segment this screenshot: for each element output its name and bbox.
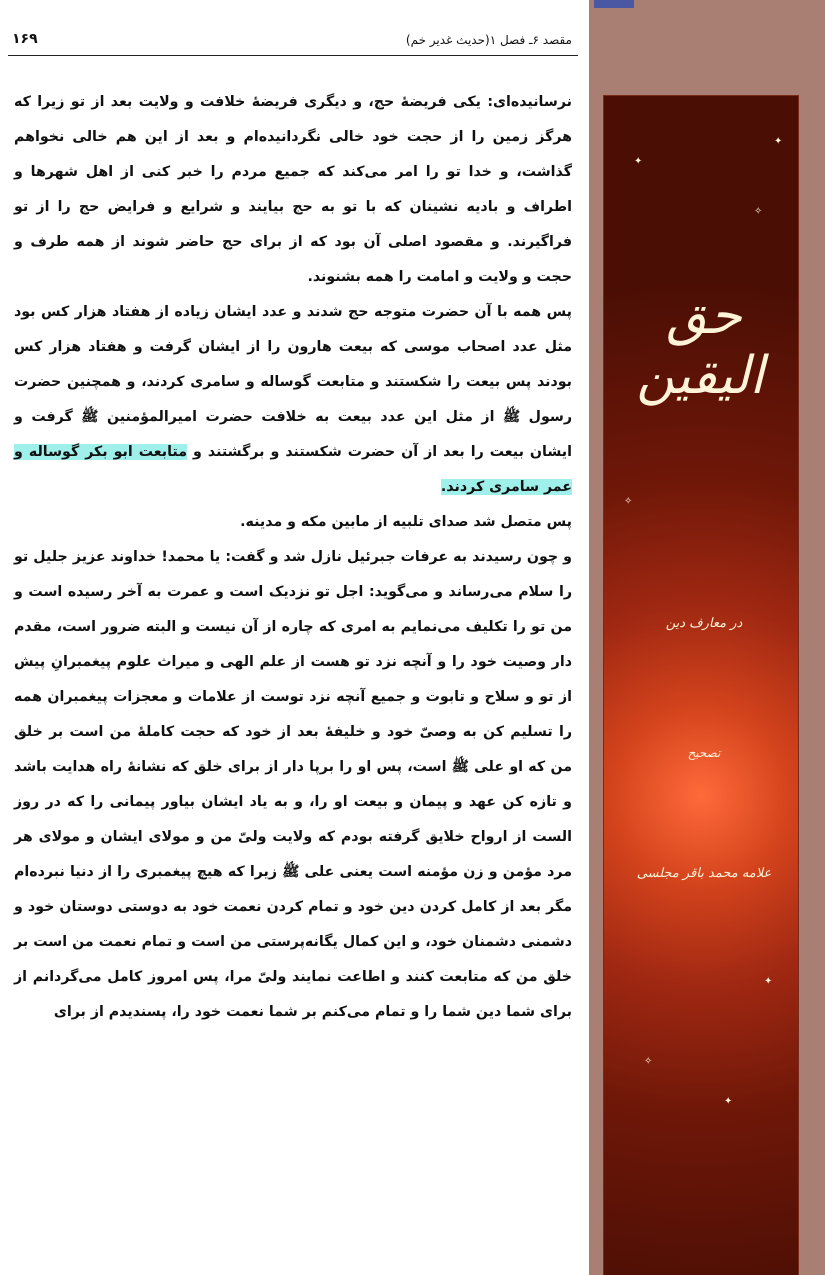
paragraph-3: پس متصل شد صدای تلبیه از مابین مکه و مدینه. (240, 514, 572, 530)
star-icon: ✦ (634, 156, 643, 167)
paragraph-2 (14, 295, 572, 505)
paragraph-1: نرسانیده‌ای: یکی فریضهٔ حج، و دیگری فریضهٔ خلافت و ولایت بعد از تو زیرا که هرگز زمین را از حجت خود خالی نگردانیده‌ام و بعد از این هم خالی نخواهم گذاشت، و خدا تو را امر می‌کند که جمیع مردم را خبر کنی از اهل شهرها و اطراف و بادیه نشینان که با تو به حج بیایند و شرایع و فرایض حج را از تو فراگیرند. و مقصود اصلی آن بود که از برای حج حاضر شوند از همه طرف و حجت و ولایت و امامت را همه بشنوند. (14, 94, 572, 285)
cover-title: حق الیقین (636, 286, 764, 406)
page-body (14, 85, 572, 1030)
paragraph-4: و چون رسیدند به عرفات جبرئیل نازل شد و گفت: یا محمد! خداوند عزیز جلیل تو را سلام می‌رساند و می‌گوید: اجل تو نزدیک است و عمرت به آخر رسیده است و من تو را تکلیف می‌نمایم به امری که چاره از آن نیست و البته ضرور است، مقدم دار وصیت خود را و آنچه نزد تو هست از علم الهی و میراث علوم پیغمبرانِ پیش از تو و سلاح و تابوت و جمیع آنچه نزد توست از علامات و معجزات پیغمبران همه را تسلیم کن به وصیّ خود و خلیفهٔ بعد از خود که حجت کاملهٔ من است بر خلق من که او علی ﷺ است، پس او را برپا دار از برای خلق که نشانهٔ راه هدایت باشد و تازه کن عهد و پیمان و بیعت او را، و به یاد ایشان بیاور پیمانی را که در روز الست از ارواح خلایق گرفته بودم که ولایت ولیّ من و مولای ایشان و مولای هر مرد مؤمن و زن مؤمنه است یعنی علی ﷺ زیرا که هیچ پیغمبری را از دنیا نبرده‌ام مگر بعد از کامل کردن دین خود و تمام کردن نعمت خود به دوستی دوستان خود و دشمنی دشمنان خود، و این کمال یگانه‌پرستی من است و تمام نعمت من است بر خلق من که متابعت کنند و اطاعت نمایند ولیّ مرا، پس امروز کامل می‌گردانم از برای شما دین شما را و تمام می‌کنم بر شما نعمت خود را، پسندیدم از برای (14, 549, 572, 1020)
running-title: مقصد ۶ـ فصل ۱(حدیث غدیر خم) (405, 33, 572, 47)
star-icon: ✧ (624, 496, 633, 507)
cover-subtitle: در معارف دین (665, 616, 743, 631)
star-icon: ✧ (754, 206, 763, 217)
book-cover (589, 0, 825, 1275)
cover-editor: تصحیح (687, 746, 721, 760)
star-icon: ✦ (774, 136, 783, 147)
cover-art (603, 95, 799, 1275)
page-number: ۱۶۹ (12, 31, 38, 47)
cover-top-strip (594, 0, 634, 8)
page-header (8, 27, 578, 56)
highlighted-text: متابعت ابو بکر گوساله و عمر سامری کردند. (14, 444, 572, 495)
star-icon: ✧ (644, 1056, 653, 1067)
paragraph-2-text: پس همه با آن حضرت متوجه حج شدند و عدد ایشان زیاده از هفتاد هزار کس بود مثل عدد اصحاب موسی که بیعت هارون را از ایشان گرفت و هفتاد هزار کس بودند پس بیعت را شکستند و متابعت گوساله و سامری کردند، و همچنین حضرت رسول ﷺ از مثل این عدد بیعت به خلافت حضرت امیرالمؤمنین ﷺ گرفت و ایشان بیعت را بعد از آن حضرت شکستند و برگشتند و (14, 304, 572, 460)
cover-author: علامه محمد باقر مجلسی (636, 866, 772, 881)
star-icon: ✦ (764, 976, 773, 987)
star-icon: ✦ (724, 1096, 733, 1107)
